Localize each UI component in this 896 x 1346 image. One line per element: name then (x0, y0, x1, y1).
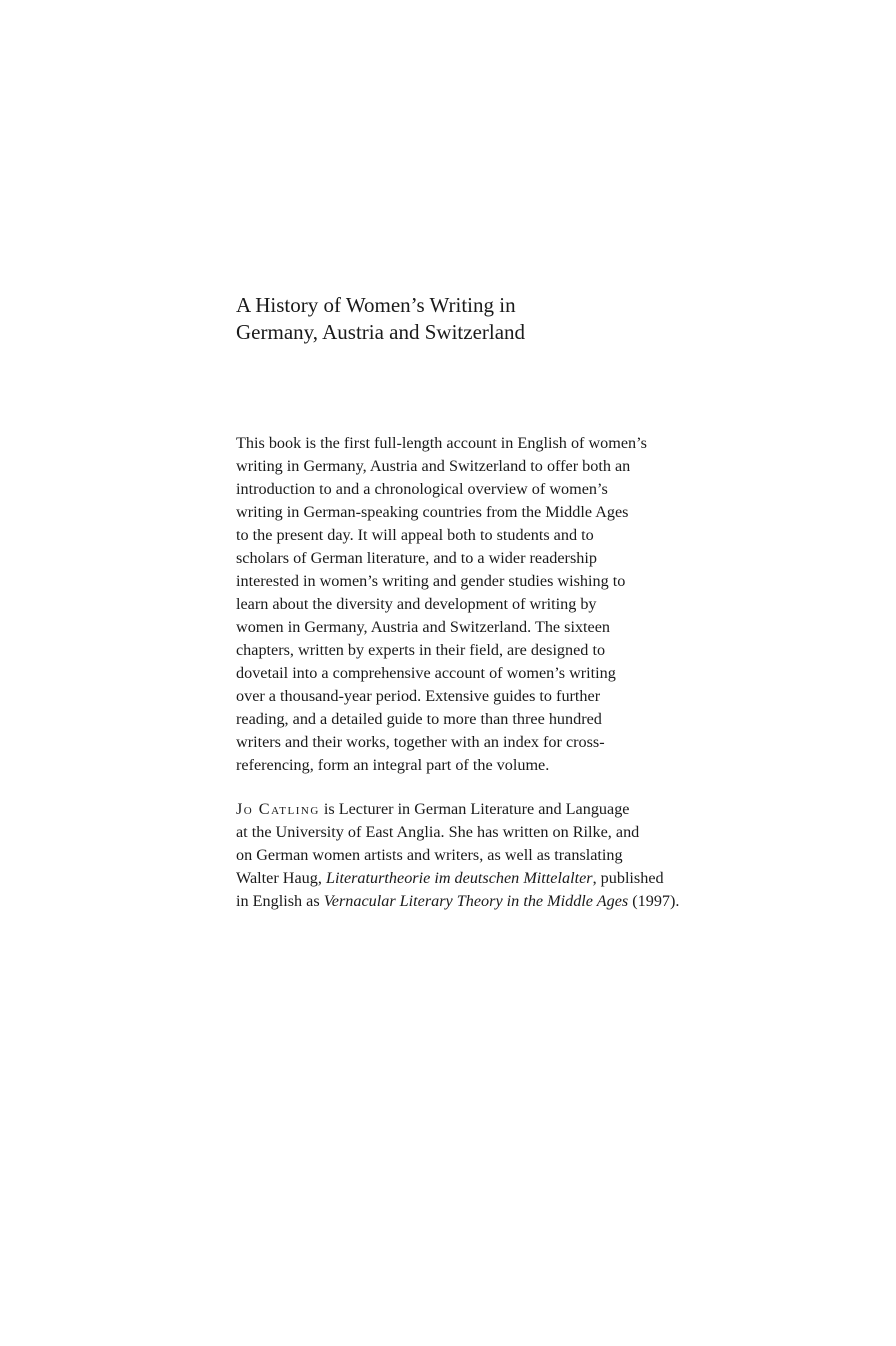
description-line: learn about the diversity and development of writing by (236, 595, 597, 613)
description-line: interested in women’s writing and gender studies wishing to (236, 572, 626, 590)
bio-text: in English as (236, 892, 324, 910)
bio-line (236, 890, 706, 913)
description-line: reading, and a detailed guide to more than three hundred (236, 710, 602, 728)
description-line: This book is the first full-length account in English of women’s (236, 434, 647, 452)
book-title (236, 292, 716, 346)
description-line: to the present day. It will appeal both to students and to (236, 526, 594, 544)
description-line: referencing, form an integral part of the volume. (236, 756, 550, 774)
description-line: writing in Germany, Austria and Switzerland to offer both an (236, 457, 631, 475)
bio-line (236, 798, 706, 821)
bio-text: (1997). (628, 892, 680, 910)
description-line: over a thousand-year period. Extensive guides to further (236, 687, 601, 705)
bio-line: on German women artists and writers, as well as translating (236, 846, 623, 864)
book-title-line-2: Germany, Austria and Switzerland (236, 320, 526, 344)
author-name: Jo Catling (236, 800, 320, 818)
bio-text: is Lecturer in German Literature and Language (319, 800, 630, 818)
bio-text: , published (592, 869, 664, 887)
translated-work-title: Literaturtheorie im deutschen Mittelalter (325, 869, 593, 887)
book-title-line-1: A History of Women’s Writing in (236, 293, 516, 317)
book-description (236, 432, 706, 777)
bio-line (236, 867, 706, 890)
description-line: women in Germany, Austria and Switzerland. The sixteen (236, 618, 611, 636)
author-biography (236, 798, 706, 913)
description-line: writers and their works, together with an index for cross- (236, 733, 605, 751)
description-line: chapters, written by experts in their field, are designed to (236, 641, 606, 659)
bio-text: Walter Haug, (236, 869, 326, 887)
english-title: Vernacular Literary Theory in the Middle Ages (323, 892, 629, 910)
description-line: writing in German-speaking countries from the Middle Ages (236, 503, 629, 521)
description-line: introduction to and a chronological overview of women’s (236, 480, 608, 498)
description-line: scholars of German literature, and to a wider readership (236, 549, 597, 567)
bio-line: at the University of East Anglia. She has written on Rilke, and (236, 823, 640, 841)
description-line: dovetail into a comprehensive account of women’s writing (236, 664, 616, 682)
